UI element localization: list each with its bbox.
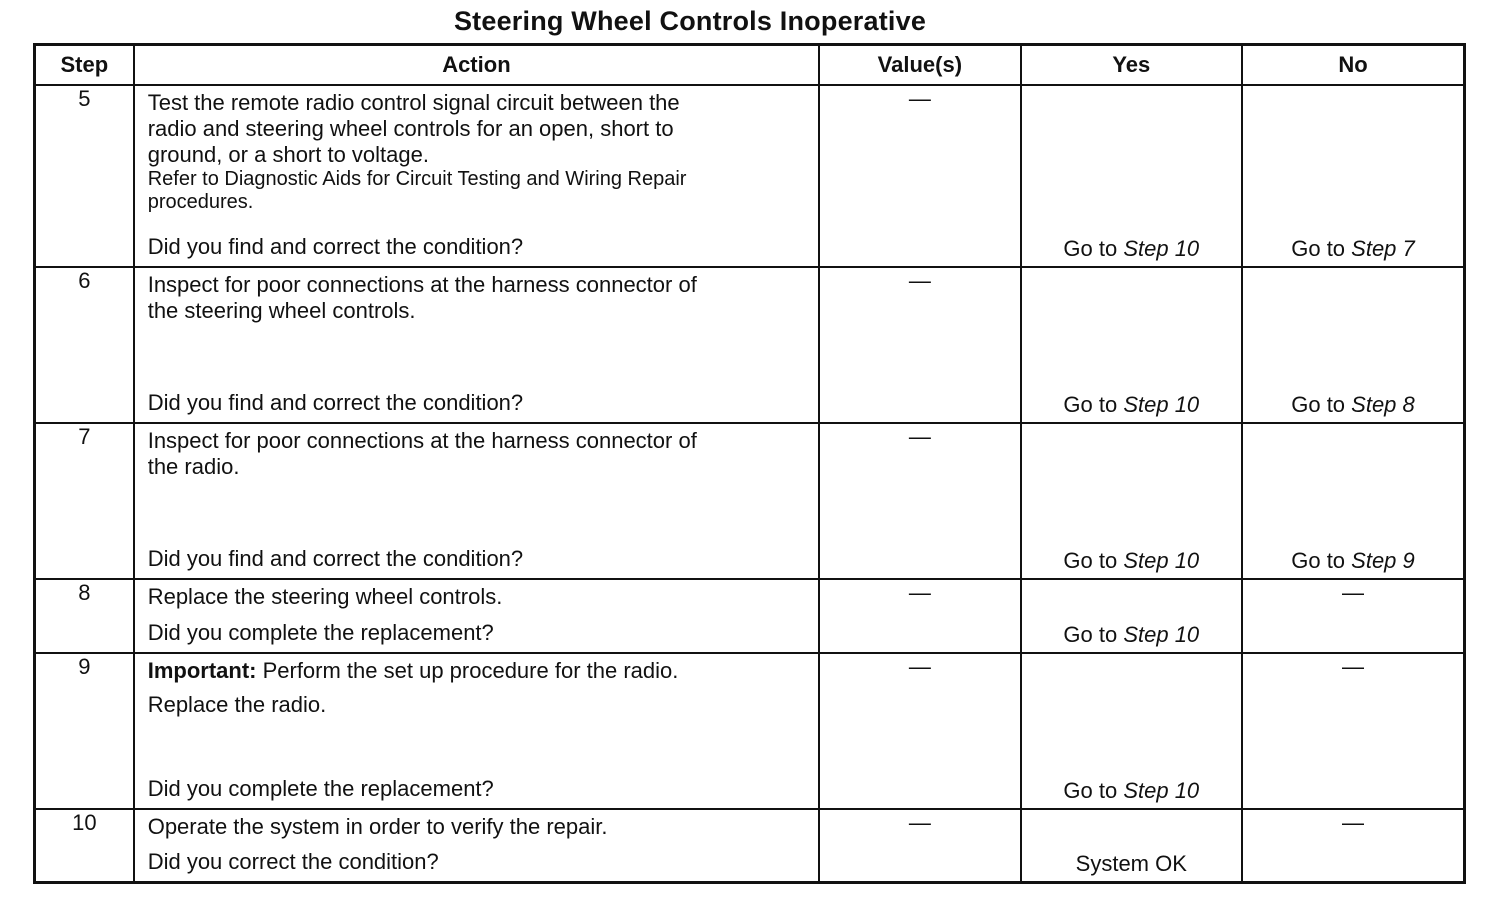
yes-result: System OK [1075,851,1187,876]
value-cell: — [819,579,1020,653]
action-question: Did you complete the replacement? [147,776,494,801]
action-question: Did you find and correct the condition? [147,390,524,415]
action-question: Did you find and correct the condition? [147,546,524,571]
action-line: Test the remote radio control signal circuit between the [147,90,680,115]
table-row-step-5 [35,85,1465,267]
important-label: Important: [147,658,257,683]
action-cell [134,653,819,809]
yes-result: Go to Step 10 [1063,548,1200,573]
header-action: Action [134,45,819,86]
action-line: Inspect for poor connections at the harness connector of [147,272,697,297]
action-cell [134,809,819,883]
no-result: Go to Step 9 [1291,548,1415,573]
step-number: 7 [35,423,134,579]
action-question: Did you complete the replacement? [147,620,494,645]
value-cell: — [819,85,1020,267]
yes-result: Go to Step 10 [1063,236,1200,261]
header-row [35,45,1465,86]
action-question: Did you correct the condition? [147,849,439,874]
value-cell: — [819,423,1020,579]
yes-cell [1021,809,1242,883]
action-question: Did you find and correct the condition? [147,234,524,259]
table-row-step-10 [35,809,1465,883]
no-cell: — [1242,809,1464,883]
action-cell [134,85,819,267]
action-line: ground, or a short to voltage. [147,142,429,167]
action-cell [134,579,819,653]
diagnostic-table [33,43,1466,884]
action-cell [134,423,819,579]
step-number: 6 [35,267,134,423]
important-line [148,658,806,684]
step-number: 9 [35,653,134,809]
table-row-step-8 [35,579,1465,653]
no-cell: — [1242,579,1464,653]
header-yes: Yes [1021,45,1242,86]
header-step: Step [35,45,134,86]
no-result: Go to Step 8 [1291,392,1415,417]
yes-cell [1021,579,1242,653]
action-line: radio and steering wheel controls for an open, short to [147,116,674,141]
step-number: 5 [35,85,134,267]
value-cell: — [819,653,1020,809]
page-title: Steering Wheel Controls Inoperative [453,6,927,36]
step-number: 8 [35,579,134,653]
no-cell [1242,85,1464,267]
yes-result: Go to Step 10 [1063,392,1200,417]
yes-cell [1021,267,1242,423]
note-line: procedures. [147,191,254,213]
important-text: Perform the set up procedure for the radio. [256,658,679,683]
action-line: the radio. [147,454,240,479]
action-line: Replace the steering wheel controls. [147,584,503,609]
action-line: Operate the system in order to verify the repair. [147,814,608,839]
yes-cell [1021,653,1242,809]
value-cell: — [819,809,1020,883]
table-row-step-7 [35,423,1465,579]
action-cell [134,267,819,423]
header-no: No [1242,45,1464,86]
yes-cell [1021,85,1242,267]
step-number: 10 [35,809,134,883]
no-result: Go to Step 7 [1291,236,1415,261]
action-line: Replace the radio. [147,692,327,717]
yes-result: Go to Step 10 [1063,622,1200,647]
header-values: Value(s) [819,45,1020,86]
yes-result: Go to Step 10 [1063,778,1200,803]
yes-cell [1021,423,1242,579]
no-cell [1242,423,1464,579]
action-line: the steering wheel controls. [147,298,416,323]
no-cell: — [1242,653,1464,809]
no-cell [1242,267,1464,423]
note-line: Refer to Diagnostic Aids for Circuit Testing and Wiring Repair [147,168,687,190]
action-line: Inspect for poor connections at the harness connector of [147,428,697,453]
value-cell: — [819,267,1020,423]
table-row-step-9 [35,653,1465,809]
table-row-step-6 [35,267,1465,423]
